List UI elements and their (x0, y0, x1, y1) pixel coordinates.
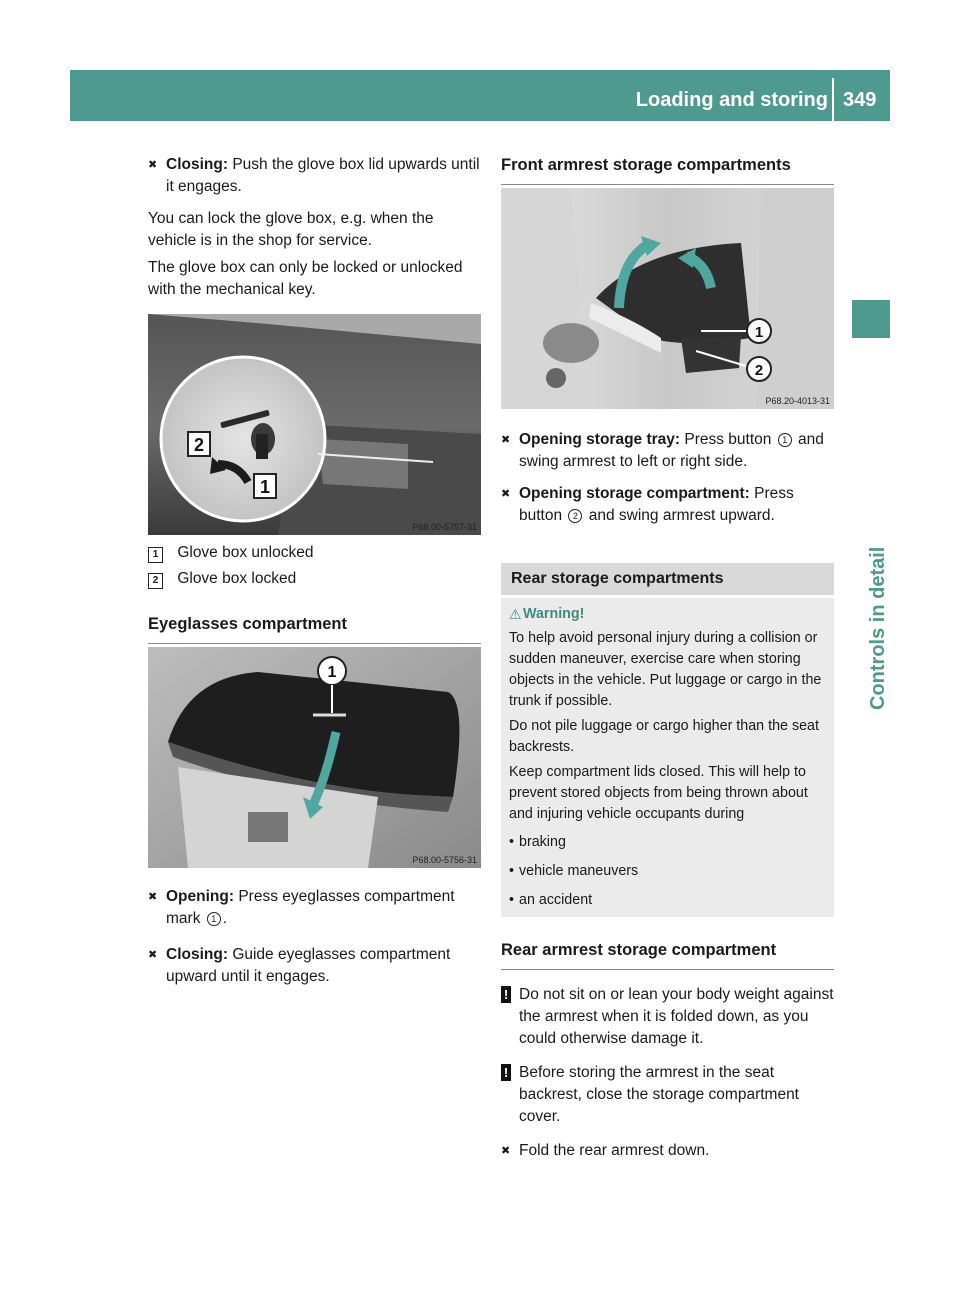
warning-text: To help avoid personal injury during a collision or sudden maneuver, exercise care when storing objects in the vehicle. Put luggage or cargo in the trunk if possible. (509, 630, 822, 709)
step-text: Push the glove box lid upwards until it engages. (166, 156, 480, 195)
eyeglasses-steps (148, 886, 481, 988)
bullet-text: an accident (519, 892, 593, 908)
fold-step (501, 1140, 834, 1162)
caution-icon: ! (501, 1064, 511, 1081)
figure-code: P68.00-5756-31 (412, 855, 477, 865)
step-text: and swing armrest upward. (588, 507, 775, 524)
callout-2-icon: 2 (568, 509, 582, 523)
warning-triangle-icon: ⚠ (509, 606, 522, 622)
step-label: Opening storage tray: (519, 431, 681, 448)
opening-compartment-step (501, 483, 834, 527)
svg-text:2: 2 (754, 362, 764, 379)
bullet-icon: • (509, 892, 515, 908)
legend-item (148, 568, 481, 594)
bullet-item (509, 890, 830, 911)
bullet-item (509, 832, 830, 853)
svg-text:2: 2 (193, 435, 205, 455)
front-armrest-illustration (501, 188, 834, 409)
step-text: Guide eyeglasses compartment upward until it engages. (166, 946, 451, 985)
bullet-icon: • (509, 834, 515, 850)
paragraph: The glove box can only be locked or unlocked with the mechanical key. (148, 259, 463, 298)
caution-note (501, 1062, 834, 1128)
step-text: Fold the rear armrest down. (519, 1142, 710, 1159)
legend-number-2: 2 (148, 573, 163, 589)
step-arrow-icon: ✖ (148, 159, 158, 171)
step-text: Press eyeglasses compartment mark (166, 888, 455, 927)
svg-text:1: 1 (327, 664, 337, 681)
step-label: Opening storage compartment: (519, 485, 750, 502)
legend-text: Glove box locked (177, 570, 297, 587)
front-armrest-heading: Front armrest storage compartments (501, 154, 834, 185)
eyeglasses-image (148, 647, 481, 868)
callout-1-icon: 1 (778, 433, 792, 447)
front-armrest-image (501, 188, 834, 409)
step-arrow-icon: ✖ (501, 488, 511, 500)
step-arrow-icon: ✖ (501, 434, 511, 446)
step-arrow-icon: ✖ (501, 1145, 511, 1157)
figure-code: P68.20-4013-31 (765, 396, 830, 406)
page-number: 349 (843, 89, 877, 111)
side-tab-marker (852, 300, 890, 338)
step-text: . (222, 910, 228, 927)
bullet-item (509, 861, 830, 882)
svg-text:1: 1 (259, 477, 271, 497)
figure-code: P68.00-5757-31 (412, 522, 477, 532)
bullet-icon: • (509, 863, 515, 879)
legend-item (148, 542, 481, 568)
rear-storage-heading: Rear storage compartments (501, 563, 834, 595)
step-text: and swing armrest to left or right side. (519, 431, 824, 470)
opening-step (148, 886, 481, 930)
legend-text: Glove box unlocked (177, 544, 314, 561)
step-label: Closing: (166, 156, 228, 173)
caution-note (501, 984, 834, 1050)
warning-title: Warning! (523, 606, 585, 622)
bullet-text: vehicle maneuvers (519, 863, 639, 879)
svg-text:1: 1 (754, 324, 764, 341)
warning-box (501, 598, 834, 917)
section-title: Loading and storing (635, 89, 828, 111)
step-text: Press button (684, 431, 772, 448)
step-text: Press button (519, 485, 794, 524)
warning-text: Do not pile luggage or cargo higher than the seat backrests. (509, 718, 819, 755)
bullet-text: braking (519, 834, 566, 850)
opening-tray-step (501, 429, 834, 473)
side-tab-label: Controls in detail (867, 546, 889, 710)
caution-icon: ! (501, 986, 511, 1003)
step-arrow-icon: ✖ (148, 949, 158, 961)
front-armrest-steps (501, 429, 834, 527)
warning-title-row (509, 604, 830, 625)
eyeglasses-illustration (148, 647, 481, 868)
eyeglasses-heading: Eyeglasses compartment (148, 613, 481, 644)
step-arrow-icon: ✖ (148, 891, 158, 903)
legend-number-1: 1 (148, 547, 163, 563)
glove-box-illustration (148, 314, 481, 535)
legend (148, 542, 481, 644)
step-label: Closing: (166, 946, 228, 963)
paragraph: You can lock the glove box, e.g. when the vehicle is in the shop for service. (148, 210, 434, 249)
closing-step (148, 944, 481, 988)
glove-box-image (148, 314, 481, 535)
callout-1-icon: 1 (207, 912, 221, 926)
left-column (148, 154, 481, 301)
closing-step (148, 154, 481, 198)
note-text: Do not sit on or lean your body weight against the armrest when it is folded down, as you could otherwise damage it. (519, 986, 834, 1047)
header-divider (832, 78, 834, 121)
note-text: Before storing the armrest in the seat backrest, close the storage compartment cover. (519, 1064, 799, 1125)
warning-text: Keep compartment lids closed. This will help to prevent stored objects from being thrown about and injuring vehicle occupants during (509, 764, 808, 822)
rear-armrest-heading: Rear armrest storage compartment (501, 939, 834, 970)
step-label: Opening: (166, 888, 235, 905)
rear-storage-section (501, 563, 834, 1162)
front-armrest-section (501, 154, 834, 185)
